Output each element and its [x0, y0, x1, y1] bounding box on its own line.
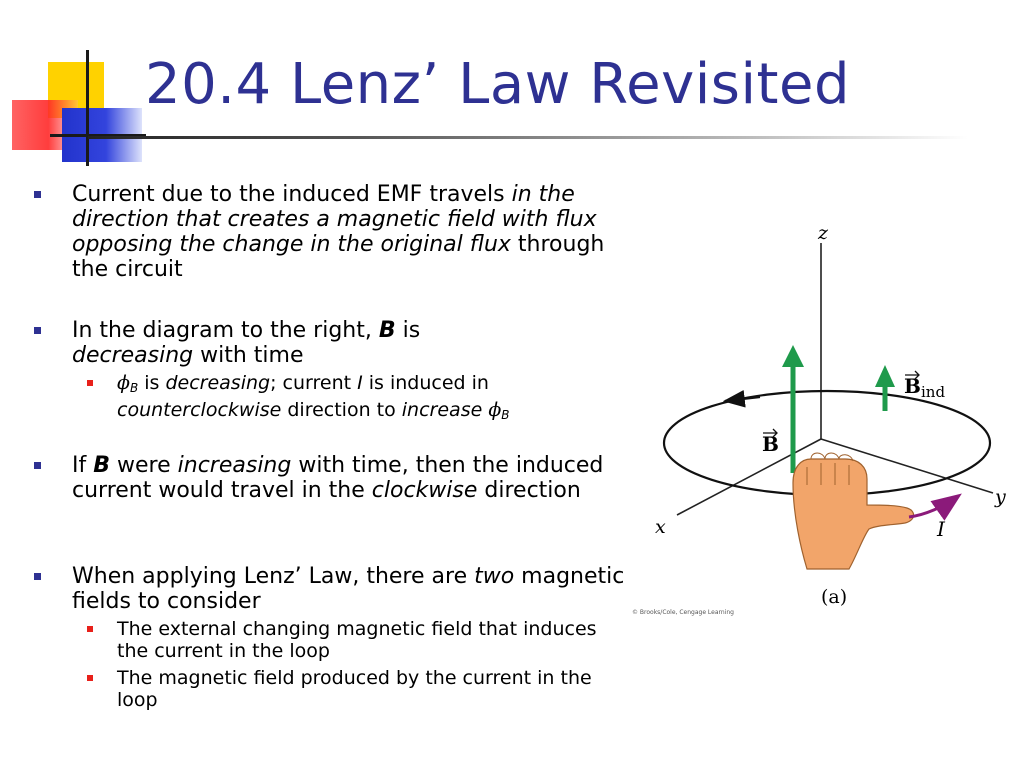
emphasis-text: in the direction that creates a magnetic field with flux opposing the change in the original flux	[72, 182, 597, 257]
sub-bullet-flux-decreasing	[117, 372, 617, 426]
emphasis-text: two	[474, 564, 515, 589]
y-axis-label: y	[995, 486, 1006, 508]
b-field-label: B	[762, 432, 779, 456]
text: is induced in	[362, 372, 489, 394]
text: is	[395, 318, 421, 343]
bullet-b-increasing	[72, 453, 632, 503]
text: In the diagram to the right,	[72, 318, 379, 343]
current-label: I	[937, 517, 945, 541]
diagram-svg	[625, 215, 1020, 625]
b-field-arrowhead	[782, 345, 804, 367]
text: When applying Lenz’ Law, there are	[72, 564, 475, 589]
emphasis-text: increasing	[177, 453, 292, 478]
sub-bullet-loop-field: The magnetic field produced by the current in the loop	[117, 667, 617, 711]
sub-bullet-external-field: The external changing magnetic field that induces the current in the loop	[117, 618, 617, 662]
text: ; current	[270, 372, 358, 394]
current-symbol: I	[357, 372, 363, 394]
x-axis-label: x	[655, 516, 666, 538]
current-arrow	[909, 497, 957, 517]
text: magnetic fields to consider	[72, 564, 625, 614]
b-symbol: B	[93, 453, 111, 478]
bullet-two-fields	[72, 564, 632, 614]
phi-symbol: ϕ	[117, 372, 130, 394]
b-ind-arrowhead	[875, 365, 895, 387]
emphasis-text: decreasing	[72, 343, 194, 368]
text: through the circuit	[72, 232, 605, 282]
emphasis-text: decreasing	[165, 372, 271, 394]
emphasis-text: counterclockwise	[117, 399, 282, 421]
text: Current due to the induced EMF travels	[72, 182, 512, 207]
text: If	[72, 453, 94, 478]
b-ind-label: B	[904, 374, 921, 398]
b-symbol: B	[378, 318, 396, 343]
slide-title: 20.4 Lenz’ Law Revisited	[145, 52, 850, 117]
bullet-induced-current	[72, 182, 632, 282]
emphasis-text: increase	[401, 399, 483, 421]
phi-subscript: B	[501, 408, 510, 422]
text: is	[138, 372, 166, 394]
b-ind-subscript: ind	[921, 383, 946, 401]
text: with time, then the induced current would travel in the	[72, 453, 604, 503]
text: direction	[477, 478, 581, 503]
text: direction to	[281, 399, 402, 421]
phi-symbol: ϕ	[488, 399, 502, 421]
right-hand-icon	[793, 453, 914, 569]
text: with time	[193, 343, 304, 368]
bullet-b-decreasing	[72, 318, 632, 368]
image-credit: © Brooks/Cole, Cengage Learning	[632, 609, 734, 616]
text: were	[110, 453, 178, 478]
phi-subscript: B	[129, 381, 139, 395]
figure-caption: (a)	[821, 586, 848, 608]
lenz-law-diagram	[625, 215, 1020, 625]
emphasis-text: clockwise	[371, 478, 478, 503]
z-axis-label: z	[818, 222, 829, 244]
